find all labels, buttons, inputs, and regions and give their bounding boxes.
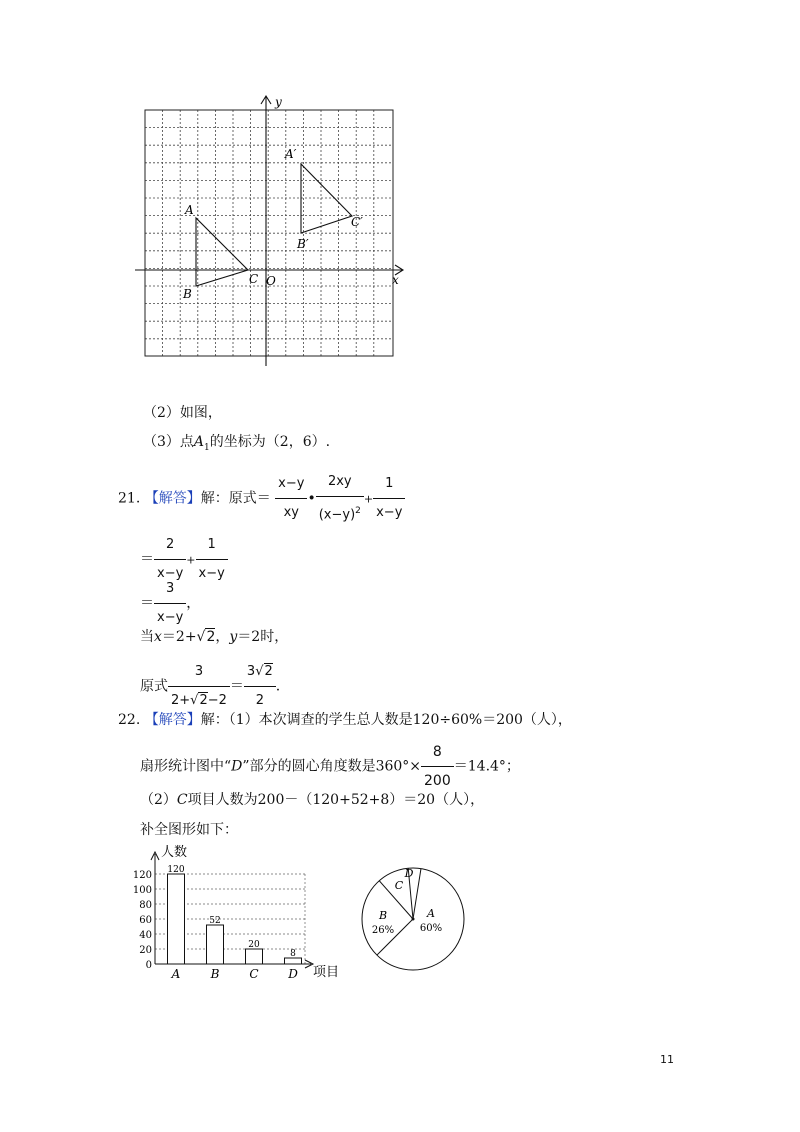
- q21-step1-plus: +: [186, 553, 196, 567]
- q21-lead: 解：原式＝: [200, 490, 271, 507]
- q21-number: 21.: [118, 490, 141, 507]
- bar-y-tick-label: 60: [139, 915, 152, 926]
- bar-y-tick-label: 80: [139, 900, 152, 911]
- q21-when-sqrt: 2: [206, 629, 216, 645]
- q21-line1: [118, 470, 405, 527]
- grid: [145, 110, 393, 356]
- q22-line4: 补全图形如下：: [140, 822, 238, 838]
- q22-line3-post: 项目人数为200－（120+52+8）＝20（人），: [187, 792, 485, 808]
- q21-frac2-den-base: (x−y): [318, 507, 356, 523]
- q21-final-den-sqrt: 2: [199, 693, 208, 708]
- q21-when: 当x＝2+√2，y＝2时，: [140, 629, 289, 645]
- origin-label: O: [266, 274, 276, 288]
- q20-part3-post: 的坐标为（2，6）.: [209, 434, 331, 450]
- bar-B: [207, 925, 224, 964]
- q20-part3: [143, 432, 330, 458]
- q21-frac2: [316, 470, 364, 527]
- pie-center: [412, 918, 415, 921]
- pie-chart: [358, 864, 468, 974]
- pie-label-B: B: [378, 909, 388, 922]
- pie-label-A: A: [427, 907, 435, 920]
- q21-step1-eq: ＝: [140, 551, 154, 568]
- q22-line2: [140, 740, 520, 793]
- q22-line2-pre: 扇形统计图中“: [140, 758, 232, 775]
- q21-final-eq: ＝: [229, 678, 244, 695]
- label-B1: B′: [297, 237, 309, 251]
- q22-line1-text: 解：（1）本次调查的学生总人数是120÷60%＝200（人），: [200, 712, 572, 728]
- bar-C: [246, 949, 263, 964]
- pie-label-C: C: [394, 879, 404, 892]
- q21-when-y: y: [229, 629, 238, 645]
- bar-y-tick-label: 0: [145, 960, 152, 971]
- q22-line3-pre: （2）: [140, 792, 177, 808]
- q21-frac2-num: 2xy: [316, 470, 364, 497]
- q21-step1-b-num: 1: [196, 533, 228, 560]
- bar-y-tick-label: 100: [132, 885, 152, 896]
- q21-step1-frac-b: [196, 533, 228, 586]
- bar-category-label: B: [210, 967, 220, 981]
- y-axis-label: y: [275, 95, 282, 109]
- q21-final-tail: .: [275, 678, 281, 695]
- bar-y-tick-label: 40: [139, 930, 152, 941]
- q21-frac2-den: [316, 497, 364, 527]
- q21-final-r-den: 2: [255, 693, 264, 708]
- q22-line3-C: C: [176, 792, 188, 808]
- bar-x-label: 项目: [313, 965, 340, 980]
- q21-plus: +: [363, 492, 374, 506]
- q22-tag: 【解答】: [144, 712, 201, 728]
- bar-category-label: A: [171, 967, 181, 981]
- q21-frac1: [275, 472, 307, 525]
- bar-A: [168, 874, 185, 964]
- coordinate-figure: [135, 90, 410, 375]
- q21-final-den-b: −2: [207, 693, 227, 708]
- bar-y-tick-label: 120: [132, 870, 152, 881]
- q21-when-x: x: [154, 629, 162, 645]
- q21-when-sep: ，: [215, 629, 230, 645]
- q21-step1-a-den: x−y: [157, 566, 184, 581]
- q22-frac-num: 8: [421, 740, 454, 767]
- x-axis-label: x: [392, 273, 399, 287]
- q22-line2-mid: ”部分的圆心角度数是360°×: [242, 758, 422, 775]
- bar-y-tick-label: 20: [139, 945, 152, 956]
- q21-step2-eq: ＝: [140, 595, 154, 612]
- q21-final-frac: [168, 660, 230, 713]
- q21-final-lead: 原式: [140, 678, 168, 695]
- q21-frac3-num: 1: [373, 472, 405, 499]
- q21-step2-frac: [154, 577, 186, 630]
- q20-point-sub: 1: [204, 442, 210, 453]
- q22-line2-D: D: [231, 758, 243, 775]
- q21-dot: •: [307, 490, 316, 507]
- label-C: C: [249, 272, 259, 286]
- label-B: B: [183, 287, 192, 301]
- q21-step2-den: x−y: [157, 610, 184, 625]
- label-C1: C′: [351, 215, 363, 229]
- q22-line1: [118, 710, 572, 730]
- q22-line3: [140, 790, 484, 810]
- q22-line2-post: ＝14.4°；: [453, 758, 520, 775]
- label-A: A: [185, 203, 194, 217]
- q20-point: A: [193, 434, 205, 450]
- q22-number: 22.: [118, 712, 141, 728]
- q21-frac3-den: x−y: [376, 505, 403, 521]
- q21-final-result: [244, 660, 276, 713]
- q21-step2-tail: ，: [186, 595, 201, 612]
- q21-final: [140, 660, 280, 713]
- q21-final-result-num: 3√2: [244, 660, 276, 687]
- pie-percent-B: 26%: [371, 925, 395, 936]
- bar-y-label: 人数: [161, 845, 188, 860]
- page-number: 11: [660, 1053, 674, 1066]
- bar-value-label: 120: [167, 865, 185, 875]
- bar-category-label: C: [249, 967, 259, 981]
- q21-tag: 【解答】: [144, 490, 201, 507]
- q21-frac3: [373, 472, 405, 525]
- label-A1: A′: [285, 147, 297, 161]
- bar-value-label: 52: [209, 916, 221, 926]
- bar-category-label: D: [288, 967, 298, 981]
- q21-final-r-num-sqrt: 2: [264, 664, 273, 679]
- q21-when-mid: ＝2+: [161, 629, 197, 645]
- q21-step2-num: 3: [154, 577, 186, 604]
- q21-step1-b-den: x−y: [198, 566, 225, 581]
- triangle-a1b1c1: [301, 164, 352, 233]
- q21-frac2-exp: 2: [355, 506, 361, 516]
- bar-chart: [132, 842, 350, 982]
- q21-final-den-a: 2+: [171, 693, 191, 708]
- pie-label-D: D: [404, 867, 414, 880]
- bar-value-label: 8: [290, 949, 296, 959]
- q21-frac1-den: xy: [283, 505, 299, 521]
- q21-frac1-num: x−y: [275, 472, 307, 499]
- q21-step2: [140, 577, 200, 630]
- q21-step1-a-num: 2: [154, 533, 186, 560]
- q20-part3-pre: （3）点: [143, 434, 194, 450]
- q21-when-post: ＝2时，: [237, 629, 289, 645]
- q21-final-r-num-a: 3: [246, 664, 256, 679]
- q21-final-den: 2+√2−2: [171, 693, 227, 708]
- pie-percent-A: 60%: [419, 923, 443, 934]
- q22-frac: [421, 740, 454, 793]
- triangle-abc: [196, 218, 248, 286]
- q20-part2: （2）如图，: [143, 405, 222, 421]
- q21-when-pre: 当: [140, 629, 154, 645]
- bar-value-label: 20: [248, 940, 260, 950]
- q22-frac-den: 200: [424, 773, 451, 789]
- q21-final-num: 3: [168, 660, 230, 687]
